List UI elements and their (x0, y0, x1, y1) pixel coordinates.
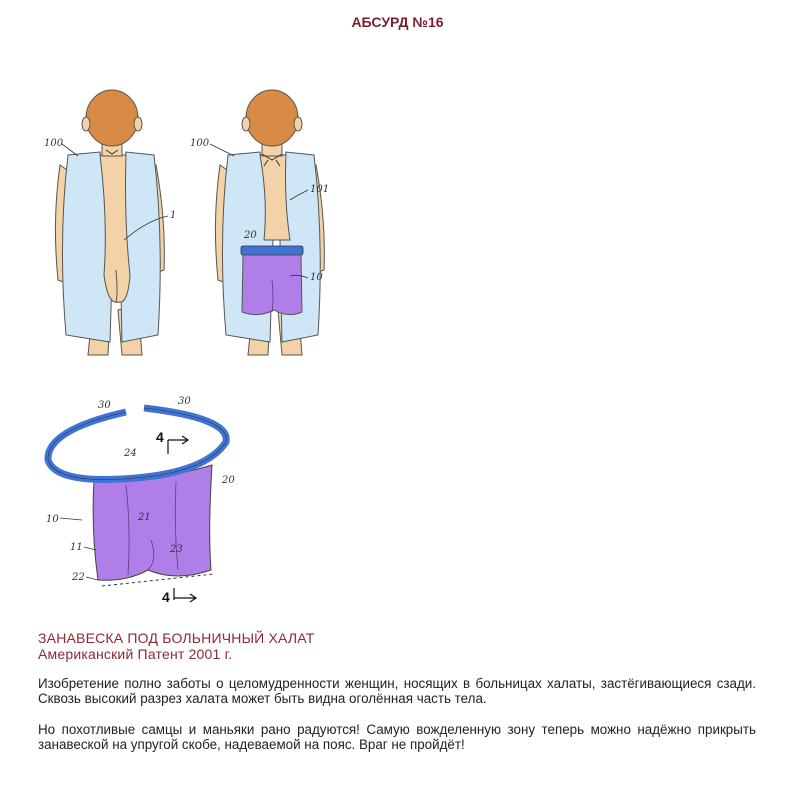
label-1-left: 1 (170, 210, 177, 221)
label-21: 21 (138, 512, 151, 523)
article-paragraph: Изобретение полно заботы о целомудренности женщин, носящих в больницах халаты, застёгивающиеся сзади. Сквозь высокий разрез халата может быть видна оголённая часть тела. (38, 676, 756, 706)
section-mark-top: 4 (156, 429, 164, 445)
label-10: 10 (46, 514, 59, 525)
section-mark-bottom: 4 (162, 589, 170, 605)
label-11: 11 (70, 542, 83, 553)
label-20-right: 20 (244, 230, 257, 241)
label-22: 22 (72, 572, 85, 583)
article-paragraph: Но похотливые самцы и маньяки рано радуются! Самую вожделенную зону теперь можно надёжно прикрыть занавеской на упругой скобе, надеваемой на пояс. Враг не пройдёт! (38, 722, 756, 752)
label-20: 20 (222, 475, 235, 486)
patent-figure-curtain (36, 390, 246, 615)
article (38, 630, 756, 752)
label-30-left: 30 (98, 400, 111, 411)
article-heading: ЗАНАВЕСКА ПОД БОЛЬНИЧНЫЙ ХАЛАТ (38, 630, 315, 646)
figure-left-person (44, 90, 176, 355)
label-100-left: 100 (44, 138, 64, 149)
label-10-right: 10 (310, 272, 323, 283)
page-title: АБСУРД №16 (351, 14, 444, 30)
figure-right-person (190, 90, 329, 355)
label-24: 24 (124, 448, 137, 459)
label-101-right: 101 (310, 184, 330, 195)
patent-figure-gown (38, 80, 338, 360)
label-100-right: 100 (190, 138, 210, 149)
article-subheading: Американский Патент 2001 г. (38, 646, 233, 662)
label-30-right: 30 (178, 396, 191, 407)
label-23: 23 (170, 544, 183, 555)
